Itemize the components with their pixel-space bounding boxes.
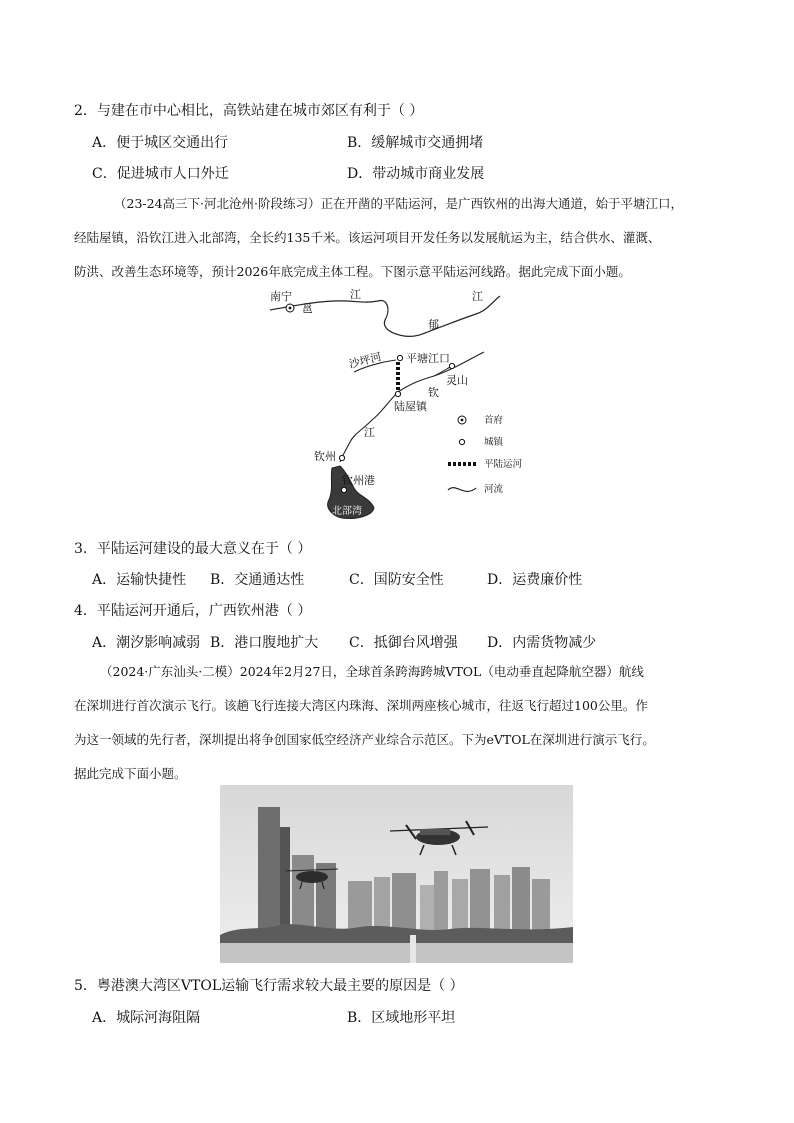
passage-vtol-line-3: 为这一领域的先行者，深圳提出将争创国家低空经济产业综合示范区。下为eVTOL在深圳进行演示飞行。 (74, 732, 655, 747)
legend-canal: 平陆运河 (484, 459, 523, 470)
question-4-option-c: C．抵御台风增强 (349, 635, 458, 651)
luwuzhen-marker (395, 391, 400, 396)
passage-vtol-line-2: 在深圳进行首次演示飞行。该趟飞行连接大湾区内珠海、深圳两座核心城市，往返飞行超过100公里。作 (74, 698, 648, 713)
qinzhou-marker (339, 455, 344, 460)
label-jiang-3: 江 (364, 426, 375, 439)
passage-canal-line-2: 经陆屋镇，沿钦江进入北部湾，全长约135千米。该运河项目开发任务以发展航运为主，结合供水、灌溉、 (74, 230, 661, 245)
label-jiang-1: 江 (350, 288, 361, 301)
question-3-stem: 3．平陆运河建设的最大意义在于（ ） (74, 541, 312, 557)
label-nanning: 南宁 (270, 290, 292, 303)
question-2-option-c: C．促进城市人口外迁 (92, 166, 229, 182)
label-qin: 钦 (428, 386, 439, 399)
qinzhougang-marker (341, 487, 346, 492)
map-legend (448, 414, 523, 495)
question-2-option-d: D．带动城市商业发展 (347, 166, 485, 182)
passage-vtol-line-4: 据此完成下面小题。 (74, 766, 187, 781)
passage-canal-line-1: （23-24高三下·河北沧州·阶段练习）正在开凿的平陆运河，是广西钦州的出海大通道，始于平塘江口， (114, 196, 683, 211)
label-jiang-2: 江 (472, 290, 483, 303)
passage-vtol-line-1: （2024·广东汕头·二模）2024年2月27日，全球首条跨海跨城VTOL（电动垂直起降航空器）航线 (100, 664, 644, 679)
label-beibuwan: 北部湾 (332, 506, 362, 517)
question-2-stem: 2．与建在市中心相比，高铁站建在城市郊区有利于（ ） (74, 103, 424, 119)
question-2-option-a: A．便于城区交通出行 (92, 135, 229, 151)
question-4-stem: 4．平陆运河开通后，广西钦州港（ ） (74, 603, 312, 619)
question-4-option-a: A．潮汐影响减弱 (92, 635, 201, 651)
legend-capital: 首府 (484, 415, 504, 426)
pingtangjiangkou-marker (397, 355, 402, 360)
question-3-option-d: D．运费廉价性 (487, 572, 583, 588)
label-luwuzhen: 陆屋镇 (394, 400, 427, 413)
question-3-option-a: A．运输快捷性 (92, 572, 187, 588)
legend-river: 河流 (484, 484, 504, 495)
label-pingtangjiangkou: 平塘江口 (406, 352, 450, 365)
question-5-option-b: B．区域地形平坦 (347, 1010, 456, 1026)
question-4-option-b: B．港口腹地扩大 (210, 635, 319, 651)
legend-town: 城镇 (484, 437, 504, 448)
question-3-option-c: C．国防安全性 (349, 572, 444, 588)
question-3-option-b: B．交通通达性 (210, 572, 305, 588)
passage-canal (74, 187, 734, 289)
question-5-stem: 5．粤港澳大湾区VTOL运输飞行需求较大最主要的原因是（ ） (74, 978, 464, 994)
label-qinzhougang: 钦州港 (342, 474, 375, 487)
question-5-option-a: A．城际河海阻隔 (92, 1010, 201, 1026)
label-yong: 邕 (302, 302, 313, 315)
passage-vtol (74, 655, 734, 791)
evtol-demo-photo (220, 785, 573, 963)
label-shapinghe: 沙坪河 (347, 350, 383, 371)
label-lingshan: 灵山 (446, 374, 468, 387)
question-2-option-b: B．缓解城市交通拥堵 (347, 135, 484, 151)
question-4-option-d: D．内需货物减少 (487, 635, 597, 651)
passage-canal-line-3: 防洪、改善生态环境等，预计2026年底完成主体工程。下图示意平陆运河线路。据此完成下面小题。 (74, 264, 631, 279)
label-qinzhou: 钦州 (314, 450, 336, 463)
lingshan-marker (449, 363, 454, 368)
label-yu: 郁 (428, 318, 439, 331)
canal-route-map (262, 284, 542, 524)
